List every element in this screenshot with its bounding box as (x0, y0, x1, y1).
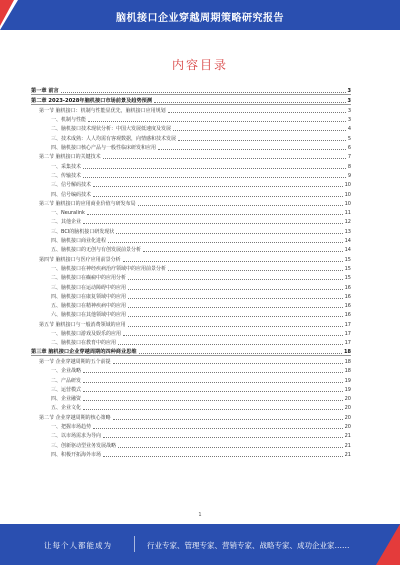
toc-subsection-entry[interactable] (31, 272, 351, 281)
toc-dot-leader (83, 223, 343, 224)
toc-page-number: 15 (344, 256, 351, 263)
toc-dot-leader (158, 149, 346, 150)
toc-section-entry[interactable] (31, 151, 351, 160)
toc-subsection-entry[interactable] (31, 291, 351, 300)
toc-dot-leader (113, 419, 343, 420)
toc-entry-label: 三、运营模式 (51, 386, 82, 393)
toc-dot-leader (178, 140, 346, 141)
toc-page-number: 21 (344, 451, 351, 458)
toc-entry-label: 第一章 前言 (31, 88, 59, 95)
report-title: 脑机接口企业穿越周期策略研究报告 (116, 13, 284, 24)
toc-subsection-entry[interactable] (31, 132, 351, 141)
toc-subsection-entry[interactable] (31, 439, 351, 448)
toc-page-number: 17 (344, 340, 351, 347)
toc-page-number: 17 (344, 331, 351, 338)
toc-dot-leader (128, 279, 343, 280)
toc-page-number: 8 (347, 163, 351, 170)
toc-page-number: 14 (344, 238, 351, 245)
toc-chapter-entry[interactable] (31, 95, 351, 104)
toc-subsection-entry[interactable] (31, 263, 351, 272)
toc-subsection-entry[interactable] (31, 179, 351, 188)
toc-page-number: 21 (344, 433, 351, 440)
toc-page-number: 17 (344, 321, 351, 328)
toc-page-number: 10 (344, 200, 351, 207)
toc-subsection-entry[interactable] (31, 337, 351, 346)
toc-page-number: 3 (347, 107, 351, 114)
toc-entry-label: 三、BCI的脑机接口研发现状 (51, 228, 115, 235)
toc-page-number: 14 (344, 247, 351, 254)
toc-dot-leader (93, 428, 343, 429)
toc-entry-label: 四、脑机接口核心产品与一般性临床研发和应用 (51, 145, 157, 152)
page-footer (0, 524, 400, 565)
toc-page-number: 20 (344, 414, 351, 421)
toc-entry-label: 第五节 脑机接口与一般消费领域的应用 (39, 321, 126, 328)
toc-dot-leader (113, 363, 343, 364)
toc-entry-label: 二、脑机接口技术现状分析：中国大发展低速度及发展 (51, 126, 172, 133)
toc-dot-leader (128, 289, 343, 290)
toc-entry-label: 第三章 脑机接口企业穿越周期的四种商业思维 (31, 348, 137, 355)
toc-entry-label: 二、其他企业 (51, 219, 82, 226)
toc-entry-label: 二、脑机接口在癫痫中的应用分析 (51, 275, 127, 282)
toc-subsection-entry[interactable] (31, 374, 351, 383)
toc-dot-leader (168, 112, 346, 113)
toc-dot-leader (139, 353, 342, 354)
toc-subsection-entry[interactable] (31, 384, 351, 393)
toc-page-number: 13 (344, 228, 351, 235)
toc-subsection-entry[interactable] (31, 281, 351, 290)
toc-dot-leader (118, 344, 343, 345)
toc-subsection-entry[interactable] (31, 188, 351, 197)
toc-dot-leader (128, 326, 343, 327)
toc-entry-label: 三、创新驱动型业务发展战略 (51, 442, 117, 449)
toc-page-number: 3 (347, 117, 351, 124)
toc-page-number: 18 (344, 368, 351, 375)
toc-dot-leader (83, 372, 343, 373)
footer-slogan-left: 让每个人都能成为 (44, 541, 112, 550)
toc-subsection-entry[interactable] (31, 114, 351, 123)
toc-entry-label: 三、脑机接口在运动障碍中的应用 (51, 284, 127, 291)
toc-heading: 内容目录 (171, 58, 228, 72)
toc-subsection-entry[interactable] (31, 244, 351, 253)
toc-page-number: 9 (347, 172, 351, 179)
footer-slogan-right: 行业专家、管理专家、营销专家、战略专家、成功企业家…… (147, 541, 350, 550)
toc-entry-label: 五、脑机接口的无创与有创发展前景分析 (51, 247, 142, 254)
toc-dot-leader (61, 92, 346, 93)
toc-subsection-entry[interactable] (31, 235, 351, 244)
toc-page-number: 19 (344, 386, 351, 393)
toc-page-number: 4 (347, 126, 351, 133)
toc-entry-label: 二、产品研发 (51, 377, 82, 384)
toc-page-number: 12 (344, 219, 351, 226)
toc-entry-label: 二、传输技术 (51, 172, 82, 179)
toc-dot-leader (88, 121, 346, 122)
toc-subsection-entry[interactable] (31, 170, 351, 179)
toc-section-entry[interactable] (31, 356, 351, 365)
toc-section-entry[interactable] (31, 198, 351, 207)
toc-page-number: 10 (344, 182, 351, 189)
toc-page-number: 16 (344, 293, 351, 300)
toc-subsection-entry[interactable] (31, 449, 351, 458)
toc-dot-leader (173, 130, 346, 131)
toc-entry-label: 第三节 脑机接口的应用商业价值与研发布局 (39, 200, 136, 207)
toc-entry-label: 三、技术成熟：人人均需有客观数据，向情感和技术发展 (51, 135, 177, 142)
toc-entry-label: 三、信号解码技术 (51, 182, 92, 189)
toc-page-number: 20 (344, 423, 351, 430)
toc-entry-label: 一、把握市场趋势 (51, 423, 92, 430)
toc-dot-leader (123, 335, 343, 336)
toc-dot-leader (83, 177, 346, 178)
toc-page-number: 16 (344, 303, 351, 310)
toc-dot-leader (128, 316, 343, 317)
toc-dot-leader (143, 251, 343, 252)
toc-page-number: 15 (344, 275, 351, 282)
toc-dot-leader (108, 242, 343, 243)
toc-page-number: 7 (347, 154, 351, 161)
toc-entry-label: 一、脑机接口在神经疾病治疗领域中的应用前景分析 (51, 265, 167, 272)
toc-dot-leader (118, 447, 343, 448)
toc-subsection-entry[interactable] (31, 123, 351, 132)
toc-dot-leader (83, 391, 343, 392)
toc-dot-leader (103, 437, 343, 438)
toc-subsection-entry[interactable] (31, 365, 351, 374)
toc-section-entry[interactable] (31, 105, 351, 114)
toc-dot-leader (93, 186, 343, 187)
toc-subsection-entry[interactable] (31, 402, 351, 411)
toc-entry-label: 第一节 脑机接口：机制与性能显优先，脑机接口应用规划 (39, 107, 166, 114)
toc-section-entry[interactable] (31, 318, 351, 327)
toc-page-number: 20 (344, 396, 351, 403)
toc-page-number: 19 (344, 377, 351, 384)
toc-dot-leader (168, 270, 343, 271)
toc-subsection-entry[interactable] (31, 225, 351, 234)
toc-subsection-entry[interactable] (31, 393, 351, 402)
toc-entry-label: 四、信号编码技术 (51, 191, 92, 198)
toc-page-number: 16 (344, 284, 351, 291)
toc-entry-label: 第二节 脑机接口的关键技术 (39, 154, 101, 161)
toc-entry-label: 第四节 脑机接口与医疗应用前景分析 (39, 256, 121, 263)
toc-dot-leader (83, 382, 343, 383)
toc-dot-leader (138, 205, 343, 206)
toc-subsection-entry[interactable] (31, 142, 351, 151)
toc-dot-leader (123, 261, 343, 262)
toc-entry-label: 第二节 企业穿越周期的核心策略 (39, 414, 111, 421)
toc-subsection-entry[interactable] (31, 328, 351, 337)
toc-dot-leader (103, 456, 343, 457)
toc-section-entry[interactable] (31, 411, 351, 420)
toc-page-number: 5 (347, 135, 351, 142)
toc-subsection-entry[interactable] (31, 160, 351, 169)
toc-subsection-entry[interactable] (31, 216, 351, 225)
toc-dot-leader (154, 102, 345, 103)
toc-page-number: 21 (344, 442, 351, 449)
toc-subsection-entry[interactable] (31, 430, 351, 439)
toc-dot-leader (128, 298, 343, 299)
toc-entry-label: 一、机制与性能 (51, 117, 87, 124)
toc-entry-label: 一、脑机接口游戏及娱乐的应用 (51, 331, 122, 338)
toc-page-number: 18 (344, 358, 351, 365)
toc-dot-leader (83, 168, 346, 169)
toc-entry-label: 四、脑机接口商业化进程 (51, 238, 107, 245)
toc-page-number: 3 (347, 97, 351, 104)
toc-entry-label: 第二章 2023-2028年脑机接口市场前景及趋势预测 (31, 97, 153, 104)
toc-page-number: 18 (344, 348, 351, 355)
toc-dot-leader (93, 196, 343, 197)
toc-entry-label: 五、企业文化 (51, 405, 82, 412)
toc-dot-leader (83, 400, 343, 401)
toc-page-number: 16 (344, 312, 351, 319)
toc-subsection-entry[interactable] (31, 421, 351, 430)
toc-dot-leader (103, 158, 346, 159)
footer-corner-accent (376, 524, 400, 565)
page-header (0, 0, 400, 30)
toc-entry-label: 二、以市场需求为导向 (51, 433, 102, 440)
toc-entry-label: 一、Neuralink (51, 210, 85, 217)
toc-page-number: 10 (344, 191, 351, 198)
toc-entry-label: 四、脑机接口在康复领域中的应用 (51, 293, 127, 300)
toc-chapter-entry[interactable] (31, 346, 351, 355)
toc-section-entry[interactable] (31, 253, 351, 262)
toc-entry-label: 四、企业融资 (51, 396, 82, 403)
toc-subsection-entry[interactable] (31, 300, 351, 309)
toc-subsection-entry[interactable] (31, 207, 351, 216)
toc-entry-label: 二、脑机接口在教育中的应用 (51, 340, 117, 347)
toc-entry-label: 四、积极开拓海外市场 (51, 451, 102, 458)
toc-dot-leader (128, 307, 343, 308)
toc-subsection-entry[interactable] (31, 309, 351, 318)
toc-entry-label: 一、采集技术 (51, 163, 82, 170)
toc-chapter-entry[interactable] (31, 86, 351, 95)
page-number: 1 (198, 512, 202, 518)
toc-dot-leader (87, 214, 343, 215)
toc-entry-label: 第一节 企业穿越周期的五个前提 (39, 358, 111, 365)
table-of-contents (31, 86, 351, 458)
toc-page-number: 11 (344, 210, 351, 217)
toc-page-number: 15 (344, 265, 351, 272)
toc-entry-label: 五、脑机接口在精神疾病中的应用 (51, 303, 127, 310)
toc-page-number: 3 (347, 88, 351, 95)
toc-entry-label: 六、脑机接口在其他领域中的应用 (51, 312, 127, 319)
footer-divider (134, 536, 135, 552)
toc-page-number: 20 (344, 405, 351, 412)
toc-page-number: 6 (347, 145, 351, 152)
toc-entry-label: 一、企业战略 (51, 368, 82, 375)
toc-dot-leader (116, 233, 342, 234)
toc-dot-leader (83, 409, 343, 410)
